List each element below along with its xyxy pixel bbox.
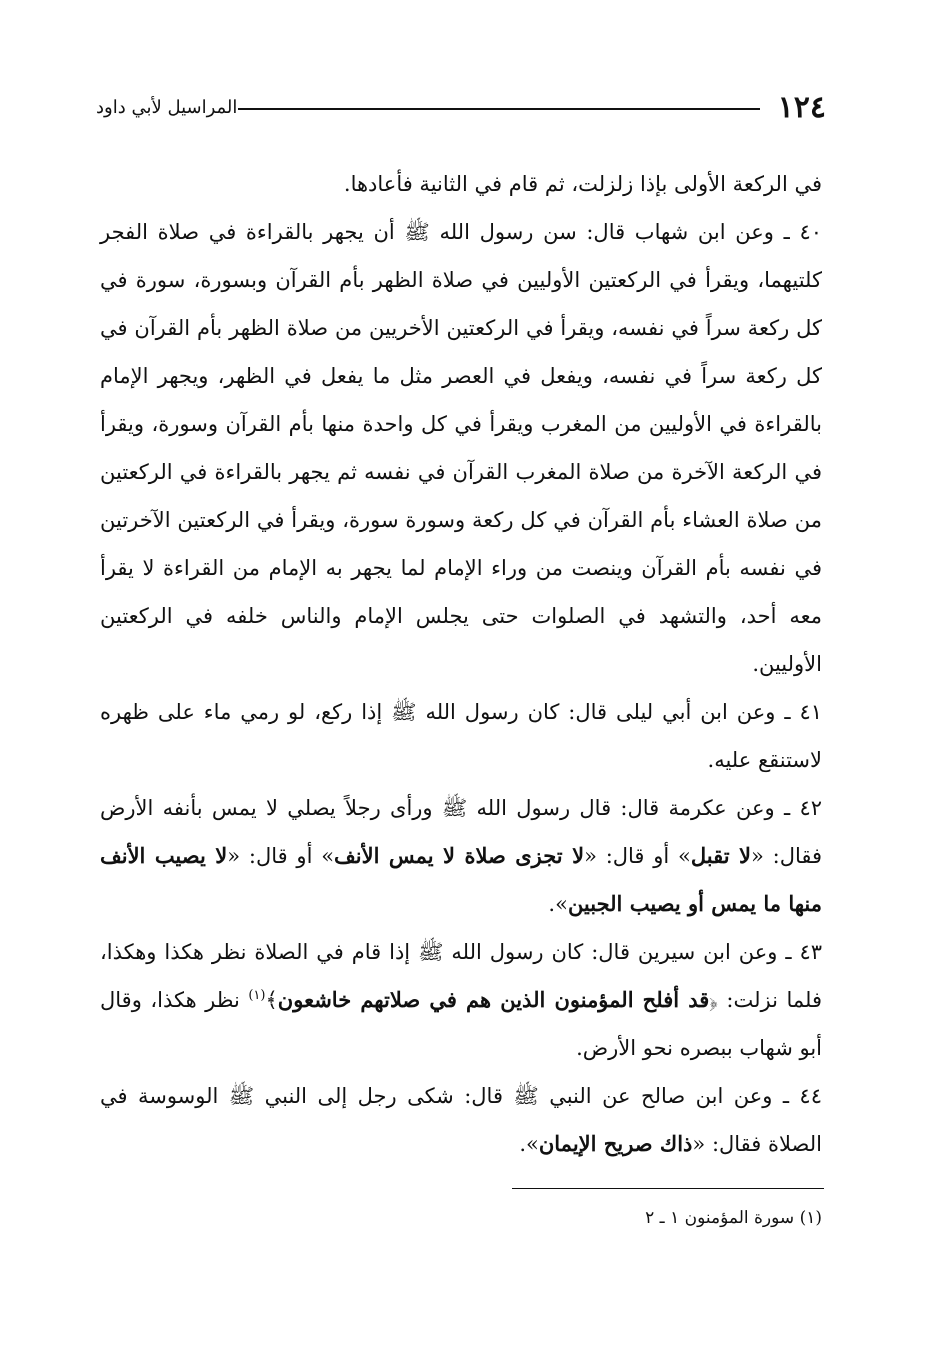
quoted-saying: لا يصيب الأنف منها ما يمس أو يصيب الجبين [100, 843, 822, 916]
paragraph-text: ـ وعن ابن سيرين قال: كان رسول الله ﷺ إذا قام في الصلاة نظر هكذا وهكذا، فلما نزلت: ﴿ [100, 940, 822, 1012]
hadith-number: ٤٤ [799, 1084, 822, 1108]
paragraph-text: ـ وعن عكرمة قال: قال رسول الله ﷺ ورأى رجلاً يصلي لا يمس بأنفه الأرض فقال: « [100, 796, 823, 868]
quran-verse: قد أفلح المؤمنون الذين هم في صلاتهم خاشعون [277, 987, 710, 1012]
footnote-marker: (١) [248, 988, 266, 1003]
hadith-41 [100, 688, 822, 784]
quoted-saying: لا تقبل [690, 843, 751, 868]
paragraph-text: ». [519, 1132, 539, 1156]
paragraph-text: » أو قال: « [584, 844, 691, 868]
paragraph-text: ـ وعن ابن صالح عن النبي ﷺ قال: شكى رجل إلى النبي ﷺ الوسوسة في الصلاة فقال: « [100, 1084, 822, 1156]
paragraph-text: ـ وعن ابن شهاب قال: سن رسول الله ﷺ أن يجهر بالقراءة في صلاة الفجر كلتيهما، ويقرأ في الركعتين الأوليين في صلاة الظهر بأم القرآن وبسورة، سورة في كل ركعة سراً في نفسه، ويقرأ في الركعتين الأخريين من صلاة الظهر بأم القرآن في كل ركعة سراً في نفسه، ويفعل في العصر مثل ما يفعل في الظهر، ويجهر الإمام بالقراءة في الأوليين من المغرب ويقرأ في كل واحدة منها بأم القرآن وسورة، ويقرأ في الركعة الآخرة من صلاة المغرب القرآن في نفسه ثم يجهر بالقراءة في الركعتين من صلاة العشاء بأم القرآن في كل ركعة وسورة سورة، ويقرأ في الركعتين الآخرتين في نفسه بأم القرآن وينصت من وراء الإمام لما يجهر به الإمام من القراءة لا يقرأ معه أحد، والتشهد في الصلوات حتى يجلس الإمام والناس خلفه في الركعتين الأوليين. [100, 220, 822, 676]
paragraph-text: ـ وعن ابن أبي ليلى قال: كان رسول الله ﷺ إذا ركع، لو رمي ماء على ظهره لاستنقع عليه. [100, 700, 822, 772]
paragraph-text: ». [548, 892, 568, 916]
hadith-number: ٤٣ [799, 940, 822, 964]
quoted-saying: لا تجزى صلاة لا يمس الأنف [334, 843, 585, 868]
hadith-number: ٤٢ [799, 796, 822, 820]
hadith-43 [100, 928, 822, 1072]
hadith-42 [100, 784, 822, 928]
page-header [96, 88, 826, 128]
running-title: المراسيل لأبي داود [96, 97, 238, 118]
hadith-40 [100, 208, 822, 688]
body-text [100, 160, 822, 1168]
paragraph-continuation [100, 160, 822, 208]
header-rule [238, 108, 760, 110]
hadith-number: ٤٠ [799, 220, 822, 244]
page-number: ١٢٤ [777, 90, 826, 125]
paragraph-text: » أو قال: « [227, 844, 335, 868]
quoted-saying: ذاك صريح الإيمان [538, 1131, 693, 1156]
paragraph-text: نظر هكذا، وقال أبو شهاب ببصره نحو الأرض. [100, 988, 822, 1060]
hadith-number: ٤١ [799, 700, 822, 724]
footnote: (١) سورة المؤمنون ١ ـ ٢ [645, 1208, 822, 1228]
paragraph-text: في الركعة الأولى بإذا زلزلت، ثم قام في الثانية فأعادها. [343, 172, 822, 196]
hadith-44 [100, 1072, 822, 1168]
paragraph-text: ﴾ [265, 988, 278, 1012]
footnote-rule [512, 1188, 824, 1189]
